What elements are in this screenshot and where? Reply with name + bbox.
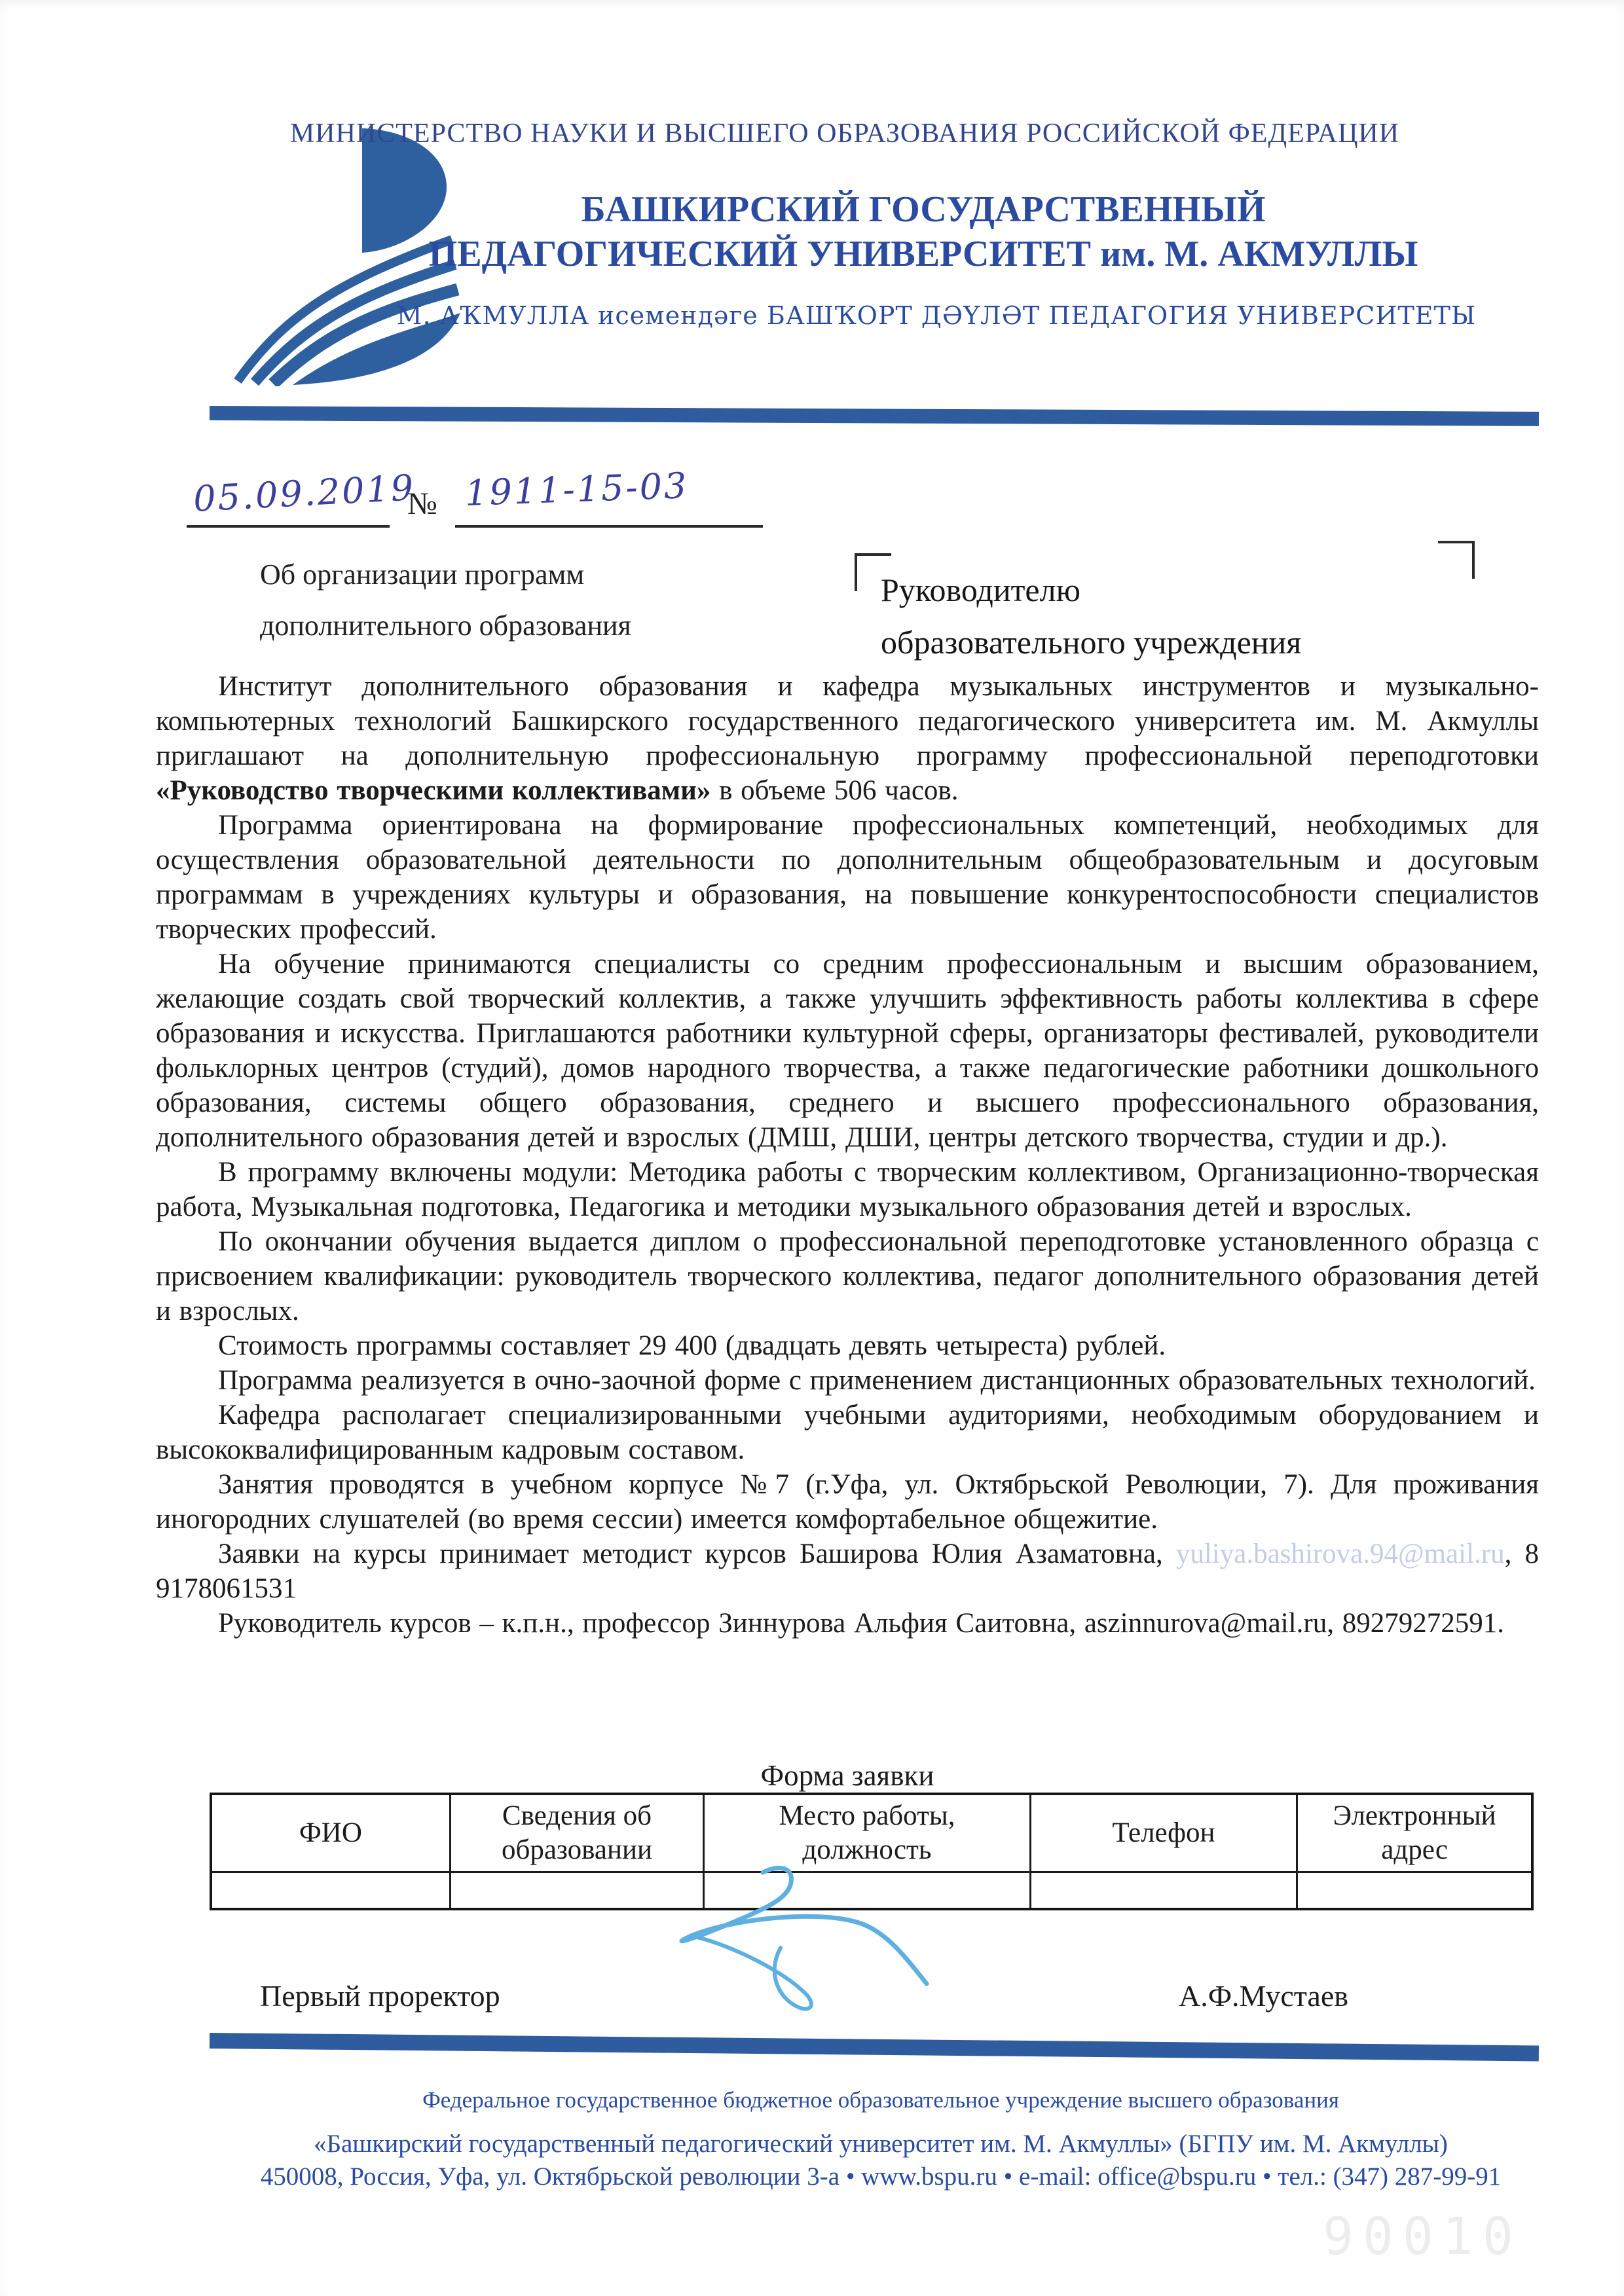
footer-contacts: 450008, Россия, Уфа, ул. Октябрьской революции 3-а • www.bspu.ru • e-mail: office@bspu.ru • тел.: (347) 287-99-91 — [260, 2162, 1502, 2191]
paragraph-10-tail: , 8 9178061531 — [156, 1539, 1539, 1604]
paragraph-1-tail: в объеме 506 часов. — [710, 775, 959, 806]
university-name-line2: ПЕДАГОГИЧЕСКИЙ УНИВЕРСИТЕТ им. М. АКМУЛЛЫ — [428, 234, 1418, 274]
showthrough-watermark: 90010 — [1323, 2208, 1522, 2267]
recipient-line1: Руководителю — [881, 572, 1080, 608]
form-empty-cell — [1297, 1872, 1532, 1909]
paragraph-3: На обучение принимаются специалисты со средним профессиональным и высшим образованием, желающие создать свой творческий коллектив, а также улучшить эффективность работы коллектива в сфере образования и искусства. Приглашаются работники культурной сферы, организаторы фестивалей, руководители фольклорных центров (студий), домов народного творчества, а также педагогические работники дошкольного образования, системы общего образования, среднего и высшего профессионального образования, дополнительного образования детей и взрослых (ДМШ, ДШИ, центры детского творчества, студии и др.). — [156, 949, 1539, 1153]
methodist-email-faded: yuliya.bashirova.94@mail.ru — [1175, 1539, 1505, 1569]
signature-stroke — [682, 1868, 927, 1984]
paragraph-11: Руководитель курсов – к.п.н., профессор Зиннурова Альфия Саитовна, aszinnurova@mail.ru, 89279272591. — [218, 1608, 1504, 1639]
paragraph-4: В программу включены модули: Методика работы с творческим коллективом, Организационно-творческая работа, Музыкальная подготовка, Педагогика и методики музыкального образования детей и взрослых. — [156, 1157, 1539, 1222]
paragraph-10-text: Заявки на курсы принимает методист курсов Баширова Юлия Азаматовна, — [218, 1539, 1176, 1569]
paragraph-8: Кафедра располагает специализированными учебными аудиториями, необходимым оборудованием и высококвалифицированным кадровым составом. — [156, 1400, 1539, 1465]
header-rule — [210, 406, 1539, 426]
handwritten-number: 1911-15-03 — [464, 465, 690, 514]
footer-institution-type: Федеральное государственное бюджетное образовательное учреждение высшего образования — [422, 2087, 1339, 2113]
form-col-education: Сведения об образовании — [450, 1794, 703, 1872]
handwritten-signature — [629, 1863, 956, 2020]
paragraph-2: Программа ориентирована на формирование профессиональных компетенций, необходимых для осуществления образовательной деятельности по дополнительным общеобразовательным и досуговым программам в учреждениях культуры и образования, на повышение конкурентоспособности специалистов творческих профессий. — [156, 810, 1539, 945]
university-name-bashkir: М. АҠМУЛЛА исемендәге БАШҠОРТ ДӘҮЛӘТ ПЕДАГОГИЯ УНИВЕРСИТЕТЫ — [396, 301, 1477, 330]
number-sign: № — [407, 486, 437, 521]
recipient-line2: образовательного учреждения — [881, 624, 1302, 661]
date-underline — [187, 525, 390, 528]
letter-body — [156, 669, 1539, 1764]
ministry-line: МИНИСТЕРСТВО НАУКИ И ВЫСШЕГО ОБРАЗОВАНИЯ РОССИЙСКОЙ ФЕДЕРАЦИИ — [289, 118, 1400, 149]
paragraph-1-text: Институт дополнительного образования и кафедра музыкальных инструментов и музыкально-компьютерных технологий Башкирского государственного педагогического университета им. М. Акмуллы приглашают на дополнительную профессиональную программу профессиональной переподготовки — [156, 671, 1539, 771]
paragraph-1 — [156, 669, 1539, 808]
program-title-bold: «Руководство творческими коллективами» — [156, 775, 711, 806]
university-name-line1: БАШКИРСКИЙ ГОСУДАРСТВЕННЫЙ — [581, 189, 1266, 230]
signature-stroke-2 — [691, 1936, 811, 2009]
signer-name: А.Ф.Мустаев — [1179, 1979, 1348, 2013]
paragraph-9: Занятия проводятся в учебном корпусе №7 (г.Уфа, ул. Октябрьской Революции, 7). Для проживания иногородних слушателей (во время сессии) имеется комфортабельное общежитие. — [156, 1469, 1539, 1535]
form-header-row — [211, 1794, 1532, 1872]
handwritten-date: 05.09.2019 — [192, 467, 416, 520]
subject-line2: дополнительного образования — [260, 610, 631, 642]
paragraph-6: Стоимость программы составляет 29 400 (двадцать девять четыреста) рублей. — [218, 1330, 1166, 1361]
form-empty-cell — [211, 1872, 450, 1909]
paragraph-5: По окончании обучения выдается диплом о профессиональной переподготовке установленного образца с присвоением квалификации: руководитель творческого коллектива, педагог дополнительного образования детей и взрослых. — [156, 1226, 1539, 1326]
form-empty-cell — [1030, 1872, 1297, 1909]
signer-position: Первый проректор — [260, 1979, 500, 2013]
paragraph-10 — [156, 1537, 1539, 1606]
form-title: Форма заявки — [760, 1759, 934, 1792]
subject-line1: Об организации программ — [260, 558, 585, 591]
form-col-phone: Телефон — [1030, 1794, 1297, 1872]
form-col-email: Электронный адрес — [1297, 1794, 1532, 1872]
form-col-fio: ФИО — [211, 1794, 450, 1872]
footer-institution-name: «Башкирский государственный педагогический университет им. М. Акмуллы» (БГПУ им. М. Акмуллы) — [314, 2130, 1448, 2158]
form-col-workplace: Место работы, должность — [704, 1794, 1030, 1872]
address-corner-mark-right — [1438, 541, 1475, 579]
paragraph-7: Программа реализуется в очно-заочной форме с применением дистанционных образовательных технологий. — [218, 1365, 1536, 1396]
footer-rule — [210, 2033, 1539, 2061]
number-underline — [455, 525, 763, 528]
